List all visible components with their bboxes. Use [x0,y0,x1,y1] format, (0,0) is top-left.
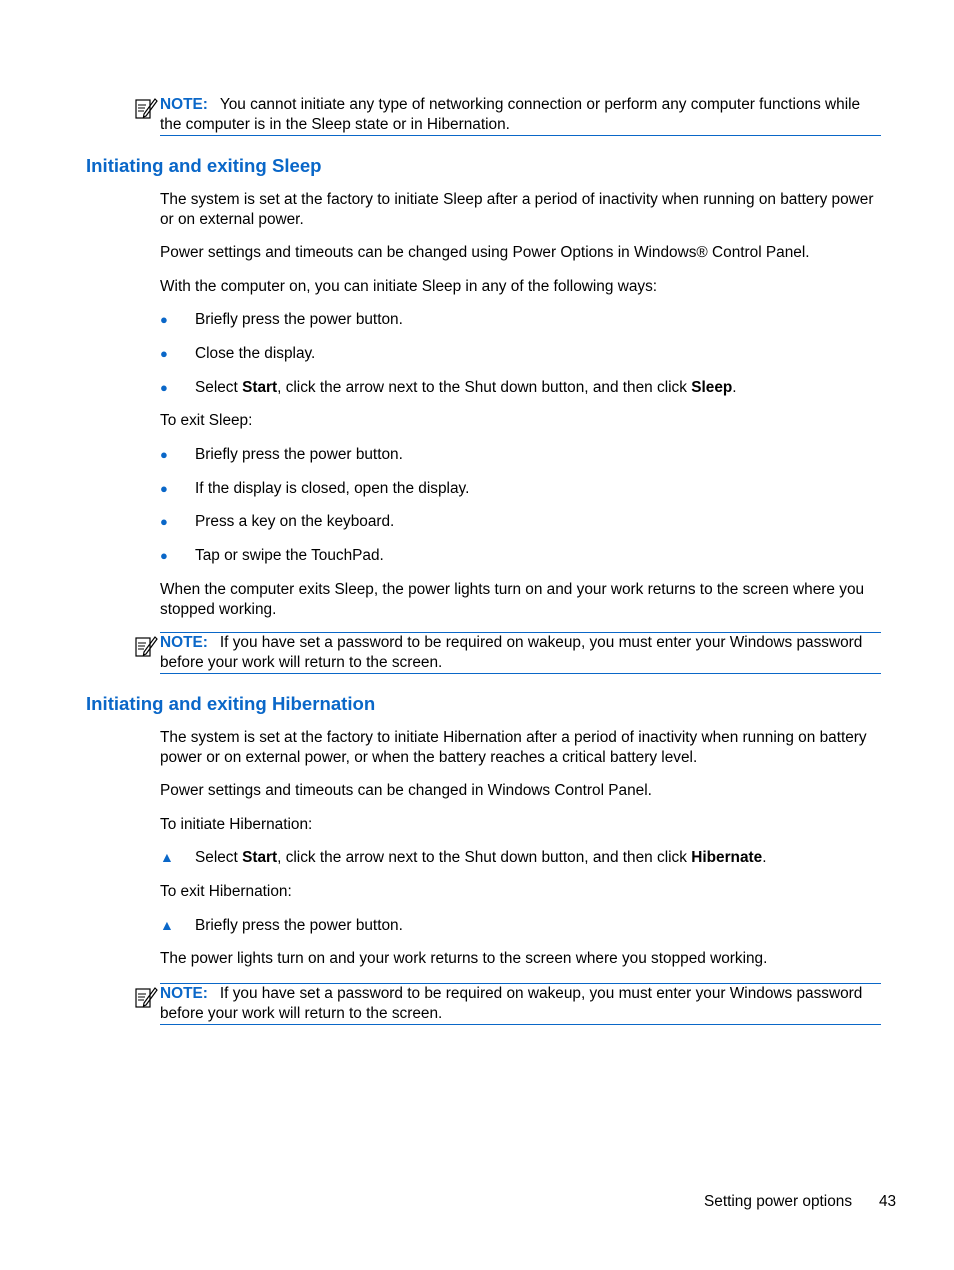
paragraph: The power lights turn on and your work returns to the screen where you stopped working. [160,950,768,967]
note-password-hibernation [160,983,881,1025]
paragraph: Power settings and timeouts can be changed using Power Options in Windows® Control Panel. [160,244,810,261]
note-password-sleep [160,632,881,674]
paragraph: To exit Sleep: [160,412,253,429]
triangle-icon: ▲ [160,917,174,933]
note-text: If you have set a password to be required on wakeup, you must enter your Windows password before your work will return to the screen. [160,634,863,671]
paragraph: The system is set at the factory to initiate Sleep after a period of inactivity when running on battery power or on external power. [160,191,874,228]
bullet-icon: ● [160,346,168,361]
bullet-icon: ● [160,481,168,496]
bullet-icon: ● [160,312,168,327]
note-label: NOTE: [160,985,208,1002]
paragraph: With the computer on, you can initiate Sleep in any of the following ways: [160,278,658,295]
paragraph: The system is set at the factory to initiate Hibernation after a period of inactivity when running on battery power or on external power, or when the battery reaches a critical battery level. [160,729,867,766]
bullet-icon: ● [160,548,168,563]
note-text: You cannot initiate any type of networking connection or perform any computer functions while the computer is in the Sleep state or in Hibernation. [160,96,861,133]
note-label: NOTE: [160,96,208,113]
heading-sleep: Initiating and exiting Sleep [86,155,322,176]
heading-hibernation: Initiating and exiting Hibernation [86,693,376,714]
note-label: NOTE: [160,634,208,651]
note-networking [160,95,881,136]
bullet-icon: ● [160,514,168,529]
paragraph: To initiate Hibernation: [160,816,313,833]
paragraph: When the computer exits Sleep, the power lights turn on and your work returns to the screen where you stopped working. [160,581,865,618]
page-number: 43 [879,1193,897,1210]
bullet-icon: ● [160,447,168,462]
note-pencil-icon [134,634,158,658]
triangle-icon: ▲ [160,849,174,865]
note-pencil-icon [134,96,158,120]
paragraph: Power settings and timeouts can be changed in Windows Control Panel. [160,782,652,799]
note-pencil-icon [134,985,158,1009]
paragraph: To exit Hibernation: [160,883,292,900]
bullet-icon: ● [160,380,168,395]
note-text: If you have set a password to be required on wakeup, you must enter your Windows password before your work will return to the screen. [160,985,863,1022]
footer-section-title: Setting power options [704,1193,853,1210]
